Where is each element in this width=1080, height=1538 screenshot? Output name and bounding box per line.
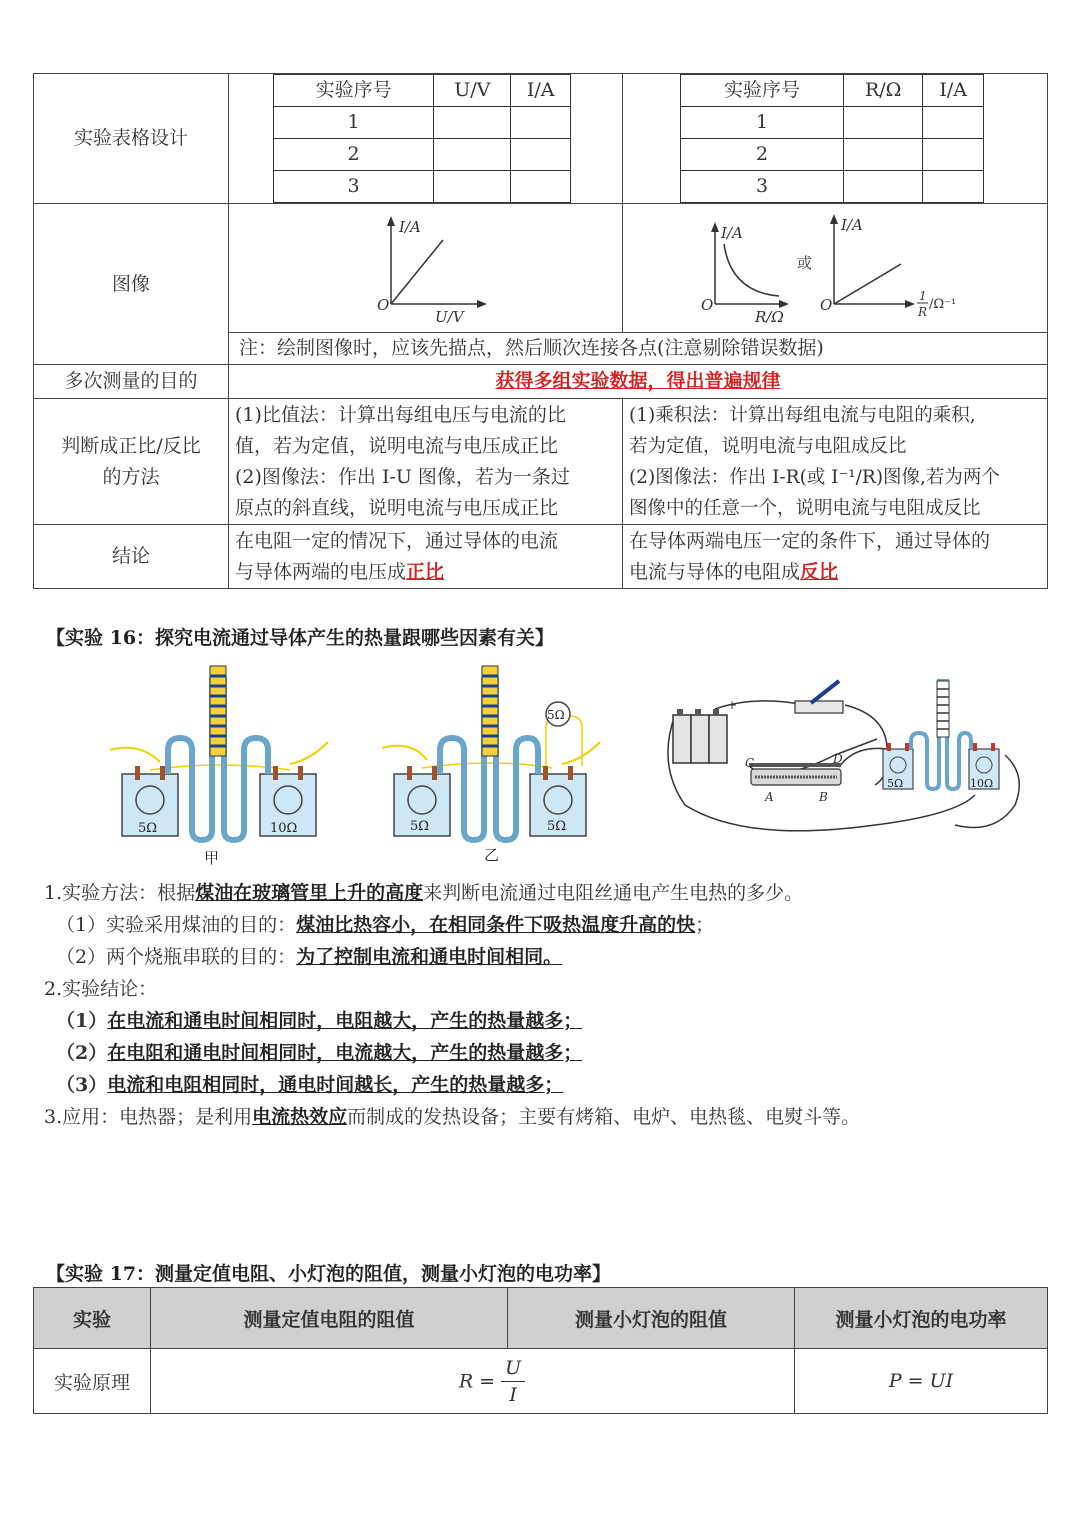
row-label: 实验原理 [34, 1349, 151, 1414]
y-axis-label: I/A [841, 216, 863, 234]
row-table-design [34, 74, 1048, 204]
graph-right-cell [623, 204, 1048, 333]
row-conclusion [34, 525, 1048, 589]
figure-caption: 乙 [484, 846, 500, 864]
exp16-q2: （2）两个烧瓶串联的目的：为了控制电流和通电时间相同。 [56, 946, 563, 968]
exp16-q1: （1）实验采用煤油的目的：煤油比热容小，在相同条件下吸热温度升高的快； [56, 914, 715, 936]
mini-cell: 2 [274, 139, 434, 171]
exp16-method: 1.实验方法：根据煤油在玻璃管里上升的高度来判断电流通过电阻丝通电产生电热的多少。 [44, 882, 804, 904]
mini-table-left [273, 74, 571, 203]
y-axis-label: I/A [721, 224, 743, 242]
resistor-label: 5Ω [887, 777, 904, 790]
graph-left-cell [229, 204, 623, 333]
origin-label: O [377, 296, 390, 314]
label-purpose: 多次测量的目的 [34, 365, 229, 399]
x-label-unit: /Ω⁻¹ [929, 297, 957, 312]
figure-jia [100, 660, 350, 870]
label-graph: 图像 [34, 204, 229, 365]
resistor-label: 5Ω [410, 819, 430, 834]
exp17-principle-row [34, 1349, 1048, 1414]
mini-header: I/A [511, 75, 571, 107]
exp16-application: 3.应用：电热器；是利用电流热效应而制成的发热设备；主要有烤箱、电炉、电热毯、电熨斗等。 [44, 1106, 861, 1128]
resistor-label: 5Ω [138, 821, 158, 836]
resistor-label: 5Ω [547, 819, 567, 834]
label-method: 判断成正比/反比 的方法 [34, 399, 229, 525]
exp16-conclusion-title: 2.实验结论： [44, 978, 158, 1000]
label-table-design: 实验表格设计 [34, 74, 229, 204]
header-cell: 实验 [34, 1288, 151, 1349]
mini-header: 实验序号 [274, 75, 434, 107]
mini-cell: 3 [681, 171, 844, 203]
exp17-header-row [34, 1288, 1048, 1349]
mini-cell: 1 [274, 107, 434, 139]
terminal-label: A [765, 790, 774, 804]
method-right: (1)乘积法：计算出每组电流与电阻的乘积, 若为定值，说明电流与电阻成反比 (2)图像法：作出 I-R(或 I⁻¹/R)图像,若为两个 图像中的任意一个，说明电流与电阻成反比 [623, 399, 1048, 525]
design-left-cell [229, 74, 623, 204]
conclusion-right-answer: 反比 [800, 560, 839, 583]
header-cell: 测量小灯泡的电功率 [795, 1288, 1048, 1349]
x-axis-label: R/Ω [755, 308, 784, 326]
experiment-table [33, 73, 1048, 589]
x-label-numerator: 1 [919, 289, 927, 303]
mini-cell: 3 [274, 171, 434, 203]
exp16-conclusion-1: （1）在电流和通电时间相同时，电阻越大，产生的热量越多； [56, 1010, 583, 1032]
origin-label: O [701, 296, 714, 314]
method-left: (1)比值法：计算出每组电压与电流的比 值，若为定值，说明电流与电压成正比 (2)图像法：作出 I-U 图像，若为一条过 原点的斜直线，说明电流与电压成正比 [229, 399, 623, 525]
resistor-label: 10Ω [270, 821, 298, 836]
figure-circuit [655, 675, 1035, 845]
row-purpose [34, 365, 1048, 399]
mini-table-right [680, 74, 984, 203]
x-label-denominator: R [918, 305, 928, 319]
header-cell: 测量定值电阻的阻值 [151, 1288, 508, 1349]
label-conclusion: 结论 [34, 525, 229, 589]
exp16-conclusion-3: （3）电流和电阻相同时，通电时间越长，产生的热量越多； [56, 1074, 564, 1096]
mini-cell: 2 [681, 139, 844, 171]
design-right-cell [623, 74, 1048, 204]
purpose-answer: 获得多组实验数据，得出普遍规律 [495, 370, 781, 392]
graph-i-r [623, 204, 1048, 332]
resistor-label: 10Ω [970, 777, 994, 790]
terminal-label: B [819, 790, 828, 804]
figure-yi [372, 660, 612, 870]
graph-note: 注：绘制图像时，应该先描点，然后顺次连接各点(注意剔除错误数据) [229, 333, 1048, 365]
exp17-table [33, 1287, 1048, 1414]
resistor-label: 5Ω [547, 708, 565, 722]
terminal-label: + [727, 698, 738, 712]
terminal-label: C [745, 756, 755, 770]
figure-caption: 甲 [204, 849, 220, 867]
mini-header: I/A [923, 75, 984, 107]
conclusion-left-answer: 正比 [406, 560, 445, 583]
header-cell: 测量小灯泡的阻值 [508, 1288, 795, 1349]
graph-i-u [229, 204, 623, 332]
formula-resistance: R = $\frac{U}{I}$ [151, 1349, 795, 1414]
exp16-conclusion-2: （2）在电阻和通电时间相同时，电流越大，产生的热量越多； [56, 1042, 583, 1064]
exp16-title: 【实验 16：探究电流通过导体产生的热量跟哪些因素有关】 [46, 627, 555, 649]
mini-header: 实验序号 [681, 75, 844, 107]
exp17-title: 【实验 17：测量定值电阻、小灯泡的阻值，测量小灯泡的电功率】 [46, 1263, 612, 1285]
y-axis-label: I/A [399, 218, 421, 236]
conclusion-left: 在电阻一定的情况下，通过导体的电流 与导体两端的电压成正比 [229, 525, 623, 589]
origin-label: O [820, 296, 833, 314]
or-text: 或 [797, 254, 813, 272]
mini-header: U/V [434, 75, 511, 107]
x-axis-label: U/V [435, 308, 464, 326]
row-graph [34, 204, 1048, 333]
row-method [34, 399, 1048, 525]
terminal-label: D [833, 752, 843, 766]
mini-header: R/Ω [844, 75, 923, 107]
conclusion-right: 在导体两端电压一定的条件下，通过导体的 电流与导体的电阻成反比 [623, 525, 1048, 589]
mini-cell: 1 [681, 107, 844, 139]
formula-power: P = UI [795, 1349, 1048, 1414]
